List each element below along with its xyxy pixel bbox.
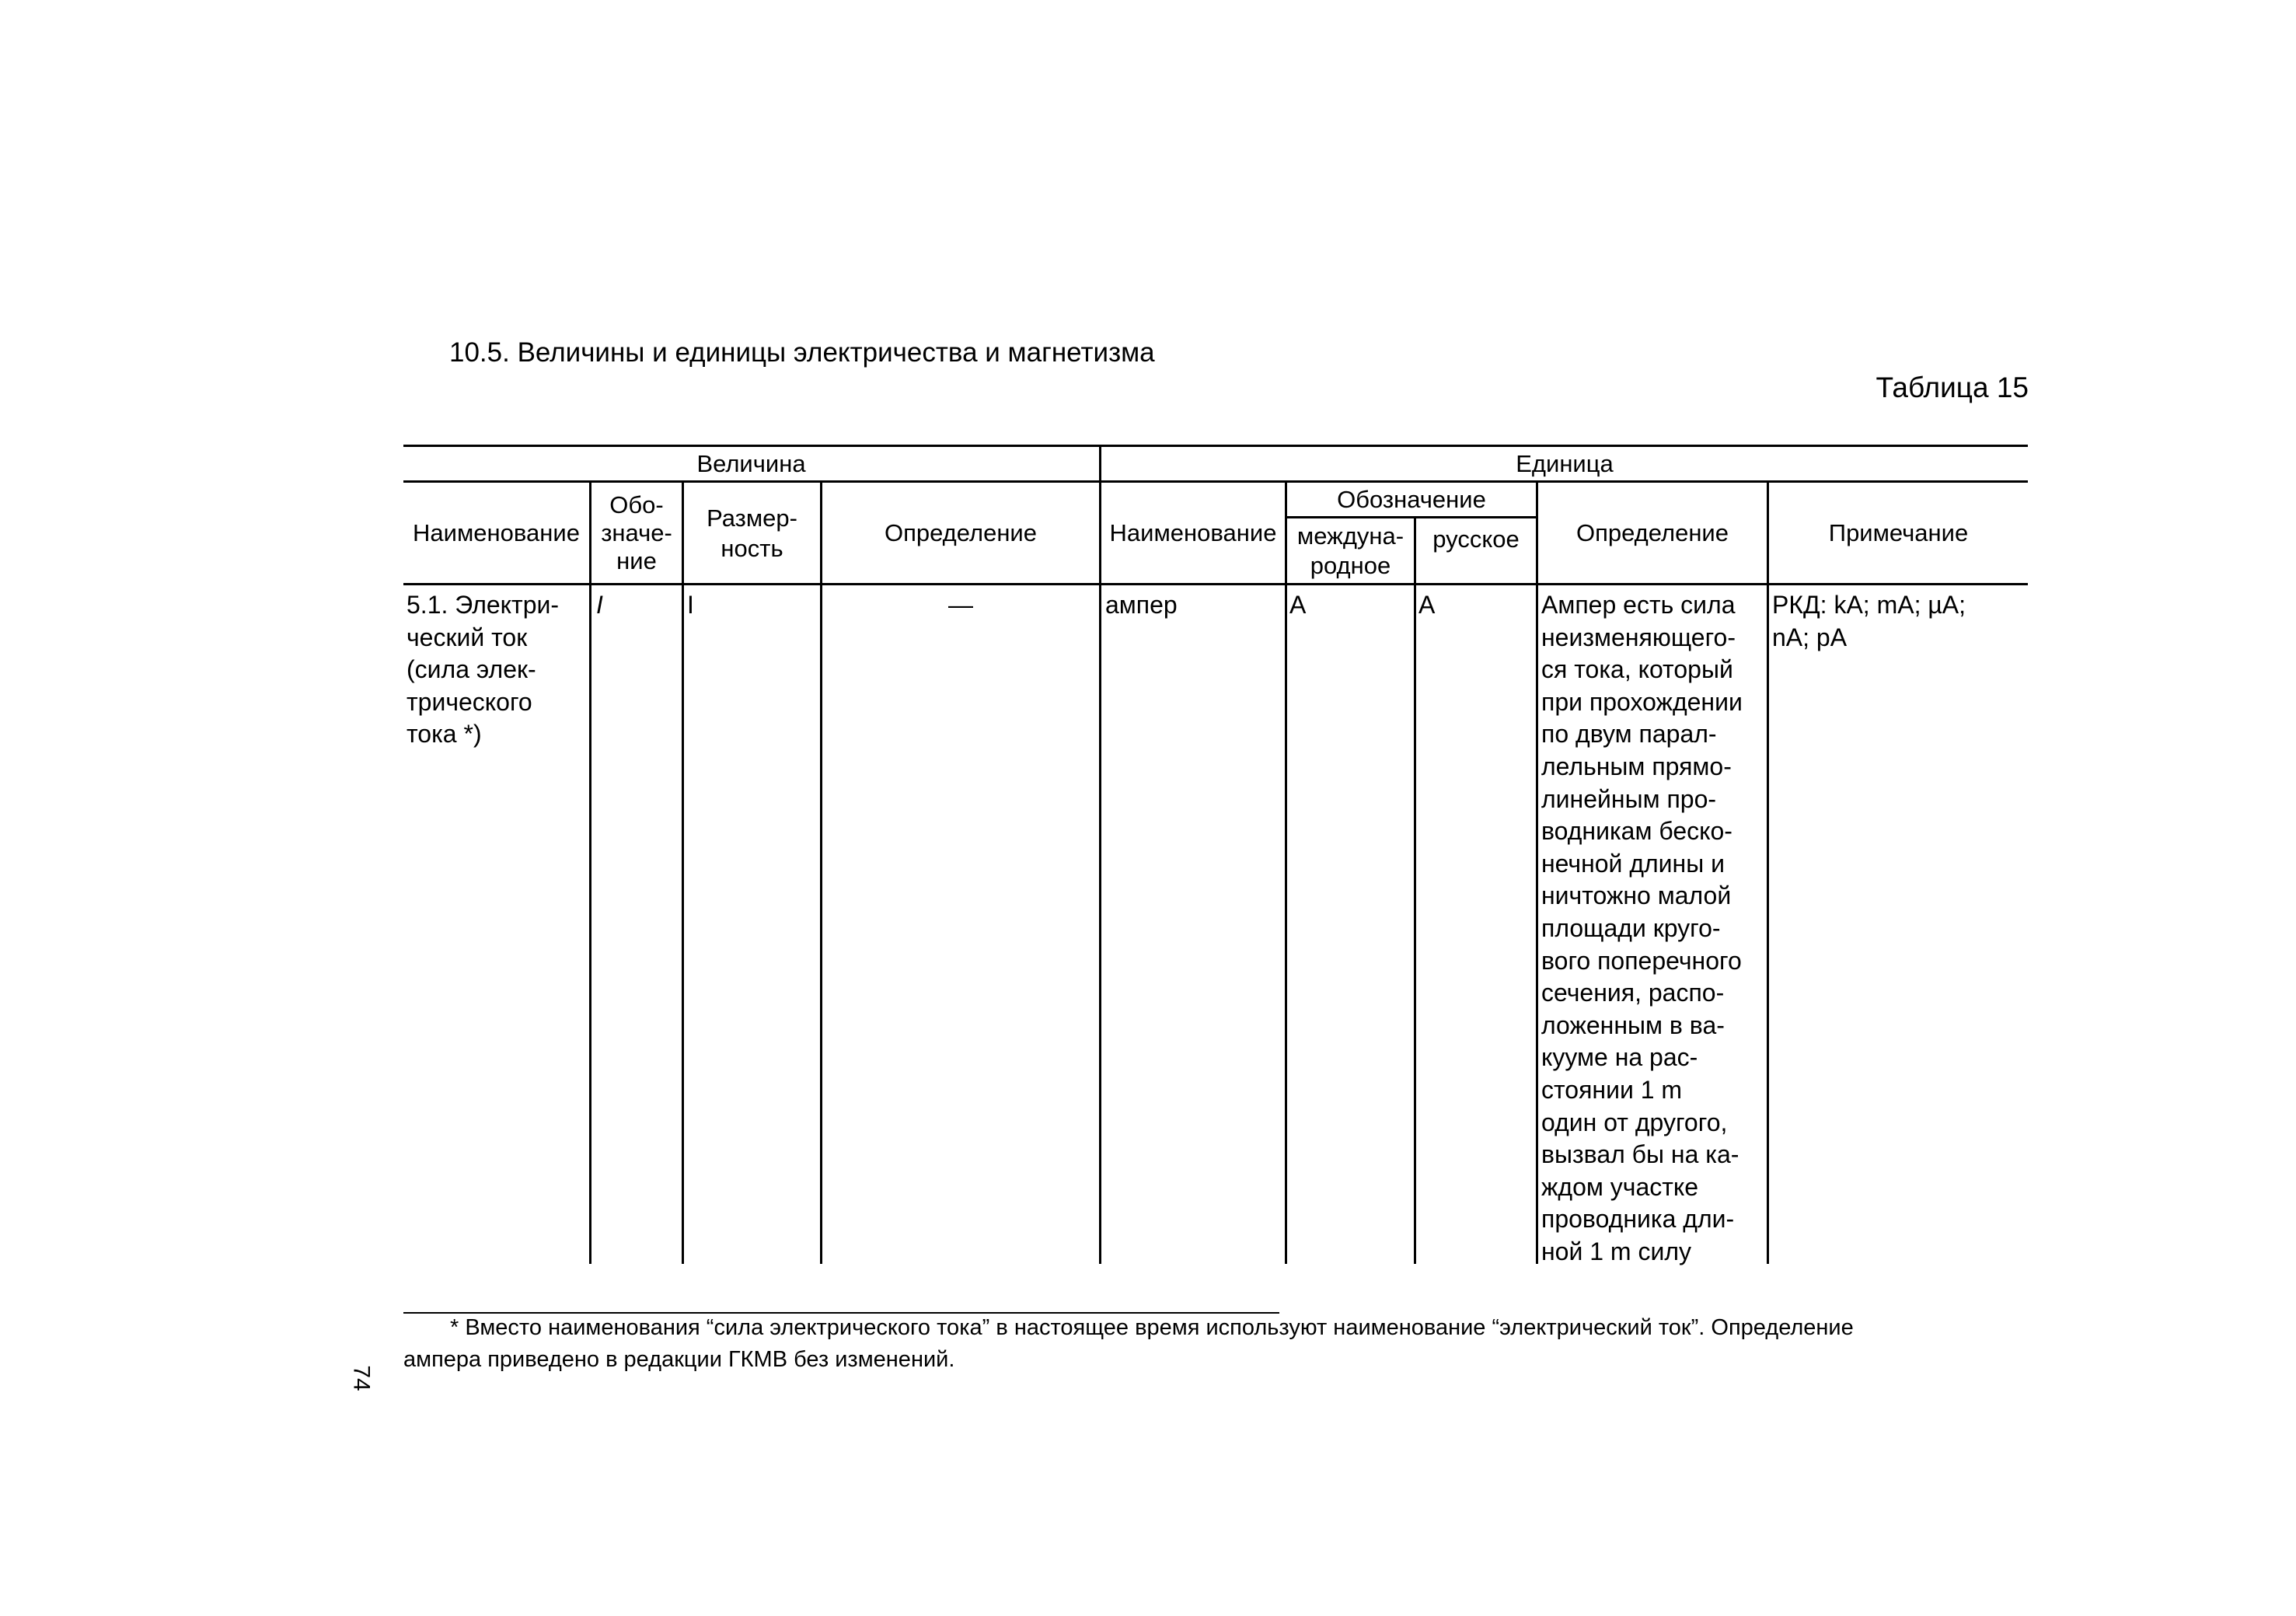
header-quantity-symbol-line: Обо- <box>609 490 664 518</box>
unit-definition-line: водникам беско- <box>1541 817 1732 846</box>
unit-definition-line: стоянии 1 m <box>1541 1075 1683 1104</box>
header-quantity-dimension-line: Размер- <box>707 504 797 532</box>
cell-quantity-symbol: I <box>596 591 603 619</box>
divider-u-definition <box>1767 480 1769 1264</box>
unit-definition-line: сечения, распо- <box>1541 979 1725 1007</box>
cell-unit-note <box>1772 589 2025 654</box>
divider-q-symbol <box>682 480 684 1264</box>
quantity-name-line: тока *) <box>407 720 482 749</box>
header-quantity-symbol <box>591 483 682 583</box>
unit-definition-line: ждом участке <box>1541 1172 1699 1201</box>
divider-u-designation <box>1536 480 1538 1264</box>
quantity-name-line: (сила элек- <box>407 655 536 684</box>
header-unit-international <box>1287 518 1414 583</box>
unit-note-line: РКД: kA; mA; µA; <box>1772 591 1966 619</box>
unit-definition-line: Ампер есть сила <box>1541 591 1736 619</box>
group-header-quantity: Величина <box>696 450 806 477</box>
quantity-name-line: 5.1. Электри- <box>407 591 560 619</box>
header-unit-definition: Определение <box>1575 519 1729 546</box>
section-title: 10.5. Величины и единицы электричества и магнетизма <box>449 337 1155 368</box>
cell-quantity-dimension: I <box>687 591 694 619</box>
header-quantity-name: Наименование <box>413 519 580 546</box>
cell-unit-international: A <box>1289 591 1307 619</box>
header-unit-note: Примечание <box>1828 519 1969 546</box>
cell-unit-name: ампер <box>1105 591 1178 619</box>
header-unit-name: Наименование <box>1109 519 1277 546</box>
header-unit-international-line: родное <box>1310 551 1391 579</box>
cell-unit-definition <box>1541 589 1767 1268</box>
unit-definition-line: при прохождении <box>1541 687 1743 716</box>
header-quantity-definition: Определение <box>884 519 1037 546</box>
header-bottom-rule <box>403 583 2028 585</box>
unit-definition-line: вого поперечного <box>1541 946 1742 975</box>
unit-definition-line: неизменяющего- <box>1541 623 1736 651</box>
unit-definition-line: нечной длины и <box>1541 849 1725 878</box>
quantity-name-line: ческий ток <box>407 623 528 651</box>
table-label: Таблица 15 <box>1876 372 2029 403</box>
unit-definition-line: проводника дли- <box>1541 1205 1735 1234</box>
footnote-line: ампера приведено в редакции ГКМВ без изменений. <box>403 1347 955 1372</box>
unit-definition-line: лельным прямо- <box>1541 752 1732 780</box>
unit-definition-line: вызвал бы на ка- <box>1541 1140 1739 1169</box>
cell-quantity-definition: — <box>948 591 973 619</box>
header-quantity-symbol-line: ние <box>616 546 657 574</box>
group-header-unit: Единица <box>1516 450 1614 477</box>
quantity-name-line: трического <box>407 687 532 716</box>
header-quantity-symbol-line: значе- <box>601 518 672 546</box>
unit-definition-line: один от другого, <box>1541 1108 1728 1136</box>
divider-u-name <box>1285 480 1287 1264</box>
cell-quantity-name <box>407 589 587 751</box>
header-unit-designation: Обозначение <box>1337 486 1486 513</box>
divider-u-international <box>1414 516 1416 1264</box>
footnote <box>403 1312 2028 1376</box>
unit-definition-line: ся тока, который <box>1541 655 1733 684</box>
divider-q-name <box>589 480 591 1264</box>
unit-definition-line: кууме на рас- <box>1541 1043 1698 1072</box>
unit-definition-line: ной 1 m силу <box>1541 1237 1692 1265</box>
unit-note-line: nA; pA <box>1772 623 1848 651</box>
footnote-line: * Вместо наименования “сила электрического тока” в настоящее время используют наименование “электрический ток”. Определение <box>450 1315 1854 1340</box>
page-number: 74 <box>348 1365 375 1391</box>
cell-unit-russian: А <box>1418 591 1436 619</box>
unit-definition-line: линейным про- <box>1541 784 1717 813</box>
unit-definition-line: ничтожно малой <box>1541 881 1732 910</box>
header-quantity-dimension <box>684 483 820 583</box>
unit-definition-line: площади круго- <box>1541 913 1721 942</box>
unit-definition-line: ложенным в ва- <box>1541 1010 1725 1039</box>
unit-definition-line: по двум парал- <box>1541 720 1717 749</box>
header-quantity-dimension-line: ность <box>721 534 783 562</box>
header-unit-russian: русское <box>1432 525 1520 553</box>
header-unit-international-line: междуна- <box>1296 522 1404 550</box>
